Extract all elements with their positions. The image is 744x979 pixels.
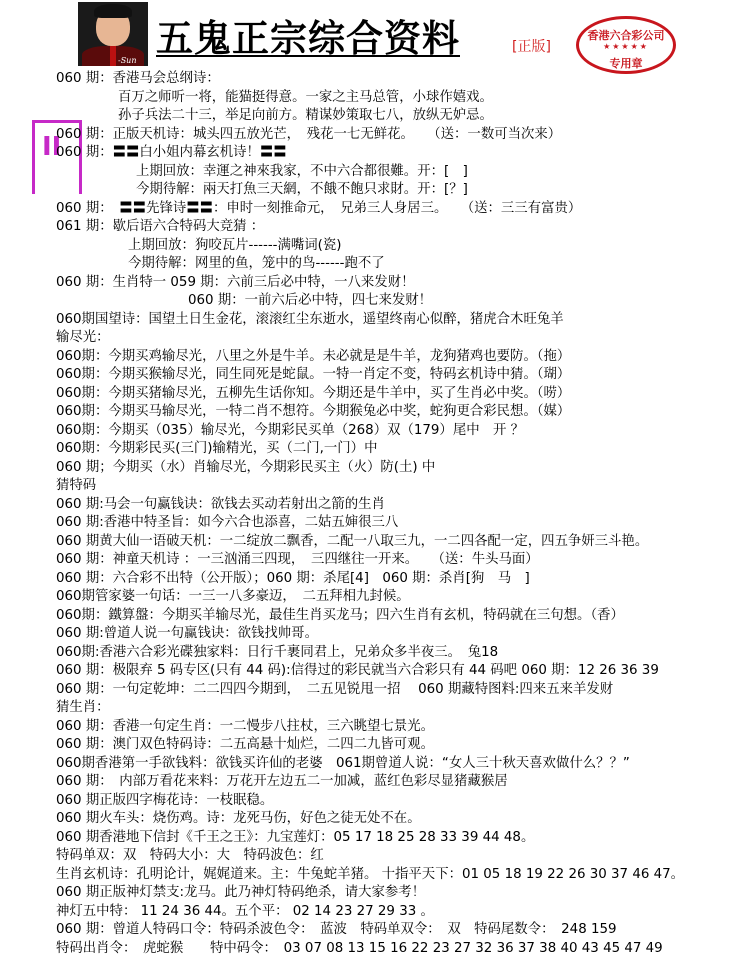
text-line: 060 期正版四字梅花诗：一枝眠稳。 bbox=[56, 792, 274, 808]
text-line: 060期：今期买马输尽光，一特二肖不想符。今期猴兔必中奖，蛇狗更合彩民想。（媒） bbox=[56, 404, 571, 419]
text-line: 输尽光： bbox=[56, 330, 110, 345]
text-line: 060 期：〓〓白小姐内幕玄机诗！〓〓 bbox=[56, 145, 287, 160]
page-header bbox=[0, 0, 744, 70]
portrait-caption: -Sun bbox=[118, 56, 137, 65]
seal-top-text: 香港六合彩公司 bbox=[587, 29, 665, 42]
text-line: 特码出肖令： 虎蛇猴 特中码令： 03 07 08 13 15 16 22 23 27 32 36 37 38 40 43 45 47 49 bbox=[56, 940, 663, 956]
text-line: 百万之师听一将，能猫挺得意。一家之主马总管，小球作嬉戏。 bbox=[118, 89, 493, 105]
text-line: 猜特码 bbox=[56, 478, 97, 493]
text-line: 孙子兵法二十三，举足向前方。精谋妙策取七八，放纵无妒忌。 bbox=[118, 108, 493, 123]
text-line: 生肖玄机诗：孔明论计，娓娓道来。主：牛兔蛇羊猪。 十指平天下：01 05 18 19 22 26 30 37 46 47。 bbox=[56, 866, 685, 882]
text-line: 060期：今期买（035）输尽光，今期彩民买单（268）双（179）尾中 开 ？ bbox=[56, 422, 525, 438]
text-line: 060 期：六合彩不出特（公开版）；060 期：杀尾[4] 060 期：杀肖[狗 马 ] bbox=[56, 570, 530, 586]
text-line: 060 期：正版天机诗：城头四五放光芒， 残花一七无鲜花。 （送：一数可当次来） bbox=[56, 126, 562, 142]
text-line: 060 期：曾道人特码口令：特码杀波色令： 蓝波 特码单双令： 双 特码尾数令： 248 159 bbox=[56, 922, 617, 937]
text-line: 060 期：香港一句定生肖：一二慢步八拄杖，三六眺望七景光。 bbox=[56, 718, 434, 734]
text-line: 060 期：生肖特一 059 期：六前三后必中特，一八来发财！ bbox=[56, 274, 415, 290]
text-line: 今期待解：网里的鱼，笼中的鸟------跑不了 bbox=[128, 256, 385, 271]
text-line: 今期待解：兩天打魚三天網，不餓不飽只求財。开：[？] bbox=[136, 182, 468, 197]
text-line: 060 期：香港马会总纲诗： bbox=[56, 71, 220, 86]
text-line: 060 期：澳门双色特码诗：二五高悬十灿烂，二四二九皆可观。 bbox=[56, 737, 434, 752]
seal-bottom-text: 专用章 bbox=[609, 57, 643, 70]
text-line: 060 期香港地下信封《千王之王》：九宝莲灯：05 17 18 25 28 33 39 44 48。 bbox=[56, 829, 535, 845]
text-line: 060 期:香港中特圣旨：如今六合也添喜，二姑五婶很三八 bbox=[56, 515, 399, 530]
text-line: 060期：鐵算盤：今期买羊输尽光，最佳生肖买龙马；四六生肖有玄机，特码就在三句想。（香） bbox=[56, 607, 624, 623]
seal-stars: ★★★★★ bbox=[603, 42, 649, 51]
text-line: 060 期：一句定乾坤：二二四四今期到， 二五见锐甩一招 060 期藏特图料:四来五来羊发财 bbox=[56, 681, 614, 697]
text-line: 上期回放：幸運之神來我家，不中六合都很難。开：[ ] bbox=[136, 163, 468, 179]
text-line: 060 期：一前六后必中特，四七来发财！ bbox=[188, 293, 433, 308]
text-line: 060期:香港六合彩光碟独家料：日行千裹同君上，兄弟众多半夜三。 兔18 bbox=[56, 644, 499, 660]
text-line: 060期管家婆一句话：一三一八多豪迈， 二五拜相九封候。 bbox=[56, 589, 410, 604]
text-line: 060 期：极限弃 5 码专区(只有 44 码):信得过的彩民就当六合彩只有 44 码吧 060 期：12 26 36 39 bbox=[56, 663, 659, 678]
text-line: 060期香港第一手欲钱料：欲钱买许仙的老婆 061期曾道人说：“女人三十秋天喜欢做什么？？” bbox=[56, 755, 630, 771]
text-line: 060 期:马会一句赢钱诀：欲钱去买动若射出之箭的生肖 bbox=[56, 496, 385, 512]
text-line: 060期：今期买鸡输尽光，八里之外是牛羊。未必就是是牛羊，龙狗猪鸡也要防。（拖） bbox=[56, 348, 571, 364]
text-line: 060 期正版神灯禁支:龙马。此乃神灯特码绝杀，请大家参考！ bbox=[56, 885, 426, 900]
text-line: 060 期火车头：烧伤鸡。诗：龙死马伤，好色之徒无处不在。 bbox=[56, 811, 421, 826]
text-line: 060期：今期买猪输尽光，五柳先生话你知。今期还是牛羊中，买了生肖必中奖。（唠） bbox=[56, 385, 571, 401]
text-line: 060 期： 〓〓先锋诗〓〓：申时一刻推命元， 兄弟三人身居三。 （送：三三有富贵） bbox=[56, 200, 582, 216]
portrait-hair bbox=[94, 4, 132, 18]
portrait-tie bbox=[110, 46, 116, 66]
text-line: 特码单双：双 特码大小：大 特码波色：红 bbox=[56, 848, 324, 863]
text-line: 060期：今期买猴输尽光，同生同死是蛇鼠。一特一肖定不变，特码玄机诗中猜。（瑚） bbox=[56, 367, 571, 382]
text-line: 060 期:曾道人说一句赢钱诀：欲钱找帅哥。 bbox=[56, 626, 318, 641]
portrait-photo bbox=[78, 2, 148, 66]
text-line: 060期国望诗：国望土日生金花，滚滚红尘东逝水，遥望终南心似醉，猪虎合木旺兔羊 bbox=[56, 311, 564, 327]
text-line: 060 期：神童天机诗 ：一三汹涌三四现， 三四继往一开来。 （送：牛头马面） bbox=[56, 552, 539, 567]
watermark-mark: II bbox=[42, 132, 62, 162]
text-line: 061 期：歇后语六合特码大竞猜 ： bbox=[56, 219, 265, 234]
text-line: 上期回放：狗咬瓦片------满嘴词(瓷) bbox=[128, 237, 342, 253]
text-line: 060期：今期彩民买(三门)输精光，买（二门,一门）中 bbox=[56, 441, 378, 456]
text-line: 060 期： 内部万看花来料：万花开左边五二一加减，蓝红色彩尽显猪藏猴居 bbox=[56, 774, 508, 789]
text-line: 神灯五中特： 11 24 36 44。五个平： 02 14 23 27 29 33 。 bbox=[56, 903, 434, 919]
content-body bbox=[56, 70, 742, 978]
text-line: 060 期黄大仙一语破天机：一二绽放二飘香，二配一八取三九，一二四各配一定，四五争妍三斗艳。 bbox=[56, 533, 649, 549]
official-seal-stamp bbox=[576, 16, 676, 74]
text-line: 猜生肖： bbox=[56, 700, 110, 715]
text-line: 060 期；今期买（水）肖输尽光，今期彩民买主（火）防(土) 中 bbox=[56, 459, 436, 475]
page-title: 五鬼正宗综合资料 bbox=[156, 16, 460, 60]
edition-badge: [正版] bbox=[512, 39, 551, 55]
